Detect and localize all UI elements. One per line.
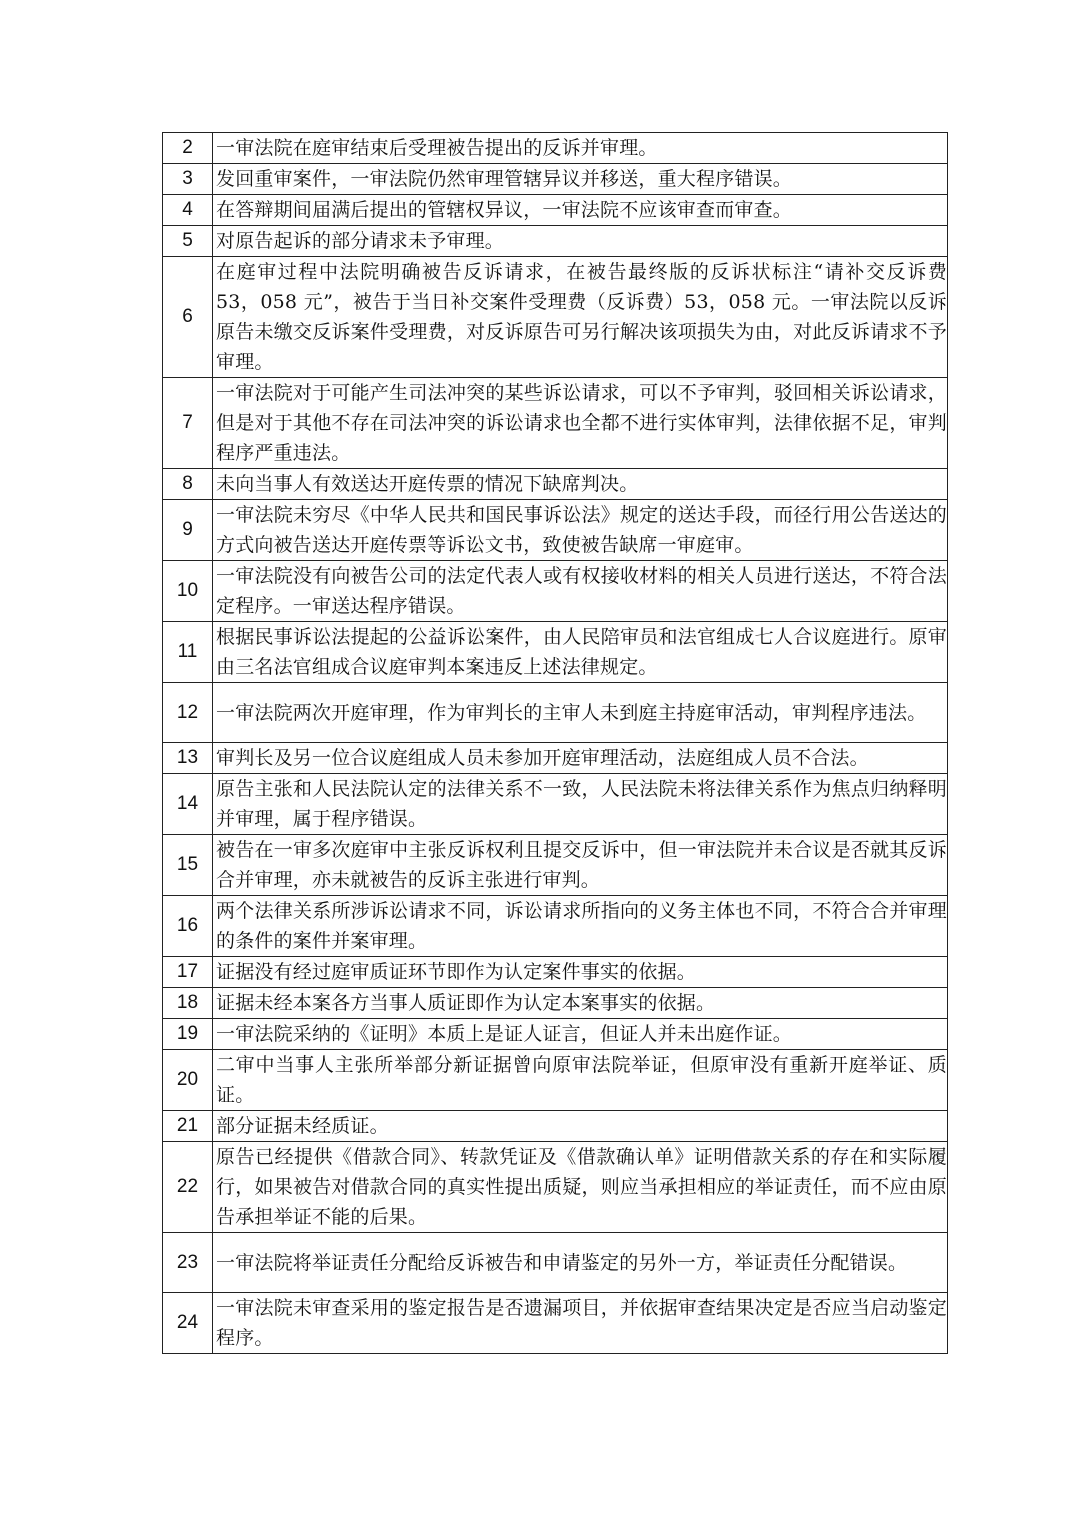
row-number: 16 xyxy=(163,896,213,957)
table-row xyxy=(163,835,948,896)
table-row xyxy=(163,1019,948,1050)
table-row xyxy=(163,683,948,743)
row-description: 对原告起诉的部分请求未予审理。 xyxy=(213,226,948,257)
row-number: 19 xyxy=(163,1019,213,1050)
row-number: 21 xyxy=(163,1111,213,1142)
table-row xyxy=(163,226,948,257)
table-row xyxy=(163,774,948,835)
table-row xyxy=(163,1050,948,1111)
row-description: 未向当事人有效送达开庭传票的情况下缺席判决。 xyxy=(213,469,948,500)
row-number: 23 xyxy=(163,1233,213,1293)
table-row xyxy=(163,988,948,1019)
row-description: 一审法院未审查采用的鉴定报告是否遗漏项目，并依据审查结果决定是否应当启动鉴定程序。 xyxy=(213,1293,948,1354)
row-number: 20 xyxy=(163,1050,213,1111)
row-number: 8 xyxy=(163,469,213,500)
row-description: 一审法院没有向被告公司的法定代表人或有权接收材料的相关人员进行送达，不符合法定程序。一审送达程序错误。 xyxy=(213,561,948,622)
table-row xyxy=(163,1111,948,1142)
table-row xyxy=(163,469,948,500)
table-row xyxy=(163,164,948,195)
row-description: 根据民事诉讼法提起的公益诉讼案件，由人民陪审员和法官组成七人合议庭进行。原审由三名法官组成合议庭审判本案违反上述法律规定。 xyxy=(213,622,948,683)
row-description: 一审法院对于可能产生司法冲突的某些诉讼请求，可以不予审判，驳回相关诉讼请求，但是对于其他不存在司法冲突的诉讼请求也全都不进行实体审判，法律依据不足，审判程序严重违法。 xyxy=(213,378,948,469)
row-description: 部分证据未经质证。 xyxy=(213,1111,948,1142)
table-row xyxy=(163,257,948,378)
issues-table xyxy=(162,132,948,1354)
table-row xyxy=(163,1293,948,1354)
row-number: 15 xyxy=(163,835,213,896)
table-row xyxy=(163,561,948,622)
row-description: 发回重审案件，一审法院仍然审理管辖异议并移送，重大程序错误。 xyxy=(213,164,948,195)
row-number: 14 xyxy=(163,774,213,835)
table-row xyxy=(163,622,948,683)
table-row xyxy=(163,1142,948,1233)
row-number: 10 xyxy=(163,561,213,622)
table-row xyxy=(163,743,948,774)
table-row xyxy=(163,133,948,164)
row-number: 18 xyxy=(163,988,213,1019)
row-description: 原告已经提供《借款合同》、转款凭证及《借款确认单》证明借款关系的存在和实际履行，如果被告对借款合同的真实性提出质疑，则应当承担相应的举证责任，而不应由原告承担举证不能的后果。 xyxy=(213,1142,948,1233)
row-description: 审判长及另一位合议庭组成人员未参加开庭审理活动，法庭组成人员不合法。 xyxy=(213,743,948,774)
row-description: 证据未经本案各方当事人质证即作为认定本案事实的依据。 xyxy=(213,988,948,1019)
row-number: 11 xyxy=(163,622,213,683)
table-row xyxy=(163,500,948,561)
table-row xyxy=(163,896,948,957)
row-number: 2 xyxy=(163,133,213,164)
row-description: 被告在一审多次庭审中主张反诉权利且提交反诉中，但一审法院并未合议是否就其反诉合并审理，亦未就被告的反诉主张进行审判。 xyxy=(213,835,948,896)
row-description: 证据没有经过庭审质证环节即作为认定案件事实的依据。 xyxy=(213,957,948,988)
table-row xyxy=(163,1233,948,1293)
row-number: 12 xyxy=(163,683,213,743)
row-description: 一审法院未穷尽《中华人民共和国民事诉讼法》规定的送达手段，而径行用公告送达的方式向被告送达开庭传票等诉讼文书，致使被告缺席一审庭审。 xyxy=(213,500,948,561)
row-description: 原告主张和人民法院认定的法律关系不一致，人民法院未将法律关系作为焦点归纳释明并审理，属于程序错误。 xyxy=(213,774,948,835)
table-row xyxy=(163,957,948,988)
row-number: 5 xyxy=(163,226,213,257)
row-description: 一审法院将举证责任分配给反诉被告和申请鉴定的另外一方，举证责任分配错误。 xyxy=(213,1233,948,1293)
row-description: 二审中当事人主张所举部分新证据曾向原审法院举证，但原审没有重新开庭举证、质证。 xyxy=(213,1050,948,1111)
row-number: 9 xyxy=(163,500,213,561)
row-description: 一审法院在庭审结束后受理被告提出的反诉并审理。 xyxy=(213,133,948,164)
row-number: 13 xyxy=(163,743,213,774)
row-description: 一审法院两次开庭审理，作为审判长的主审人未到庭主持庭审活动，审判程序违法。 xyxy=(213,683,948,743)
issues-table-body xyxy=(163,133,948,1354)
row-description: 在答辩期间届满后提出的管辖权异议，一审法院不应该审查而审查。 xyxy=(213,195,948,226)
row-number: 6 xyxy=(163,257,213,378)
row-description: 在庭审过程中法院明确被告反诉请求，在被告最终版的反诉状标注“请补交反诉费 53，058 元”，被告于当日补交案件受理费（反诉费）53，058 元。一审法院以反诉原告未缴交反诉案件受理费，对反诉原告可另行解决该项损失为由，对此反诉请求不予审理。 xyxy=(213,257,948,378)
table-row xyxy=(163,378,948,469)
row-number: 4 xyxy=(163,195,213,226)
row-number: 22 xyxy=(163,1142,213,1233)
row-number: 17 xyxy=(163,957,213,988)
row-number: 3 xyxy=(163,164,213,195)
row-number: 7 xyxy=(163,378,213,469)
row-number: 24 xyxy=(163,1293,213,1354)
table-row xyxy=(163,195,948,226)
row-description: 一审法院采纳的《证明》本质上是证人证言，但证人并未出庭作证。 xyxy=(213,1019,948,1050)
row-description: 两个法律关系所涉诉讼请求不同，诉讼请求所指向的义务主体也不同，不符合合并审理的条件的案件并案审理。 xyxy=(213,896,948,957)
